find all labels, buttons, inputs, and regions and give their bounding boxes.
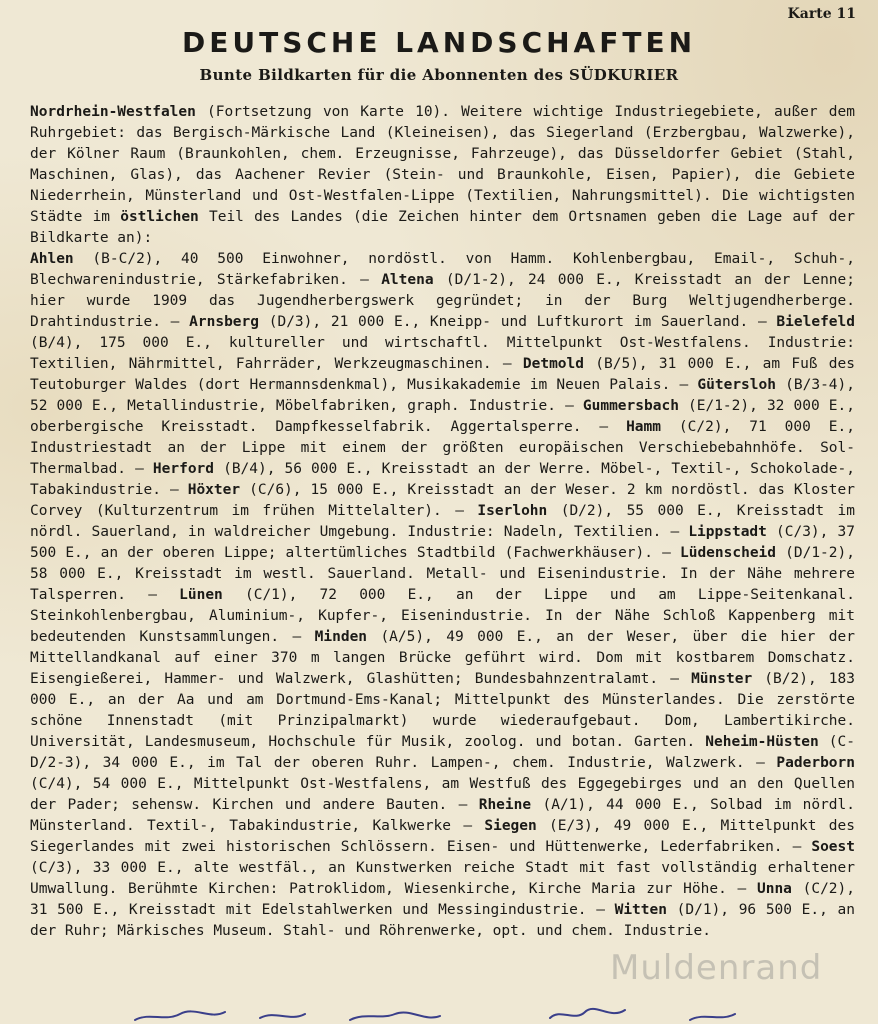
city-description: (C/4), 54 000 E., Mittelpunkt Ost-Westfalens, am Westfuß des Eggegebirges und an den Quellen der Pader; sehensw. Kirchen und andere Bauten. —	[30, 776, 855, 813]
watermark: Muldenrand	[610, 948, 823, 988]
body-text	[30, 102, 855, 942]
city-description: (E/1-2), 32 000 E., oberbergische Kreisstadt. Dampfkesselfabrik. Aggertalsperre. —	[30, 398, 855, 435]
city-description: (C/1), 72 000 E., an der Lippe und am Lippe-Seitenkanal. Steinkohlenbergbau, Aluminium-, Kupfer-, Eisenindustrie. In der Nähe Schloß Kappenberg mit bedeutenden Kunstsammlungen. —	[30, 587, 855, 645]
city-description: (B/5), 31 000 E., am Fuß des Teutoburger Waldes (dort Hermannsdenkmal), Musikakademie im Neuen Palais. —	[30, 356, 855, 393]
city-description: (A/1), 44 000 E., Solbad im nördl. Münsterland. Textil-, Tabakindustrie, Kalkwerke —	[30, 797, 855, 834]
city-name: Münster	[691, 671, 753, 687]
city-name: Bielefeld	[776, 314, 855, 330]
city-entries	[30, 251, 855, 939]
city-description: (E/3), 49 000 E., Mittelpunkt des Siegerlandes mit zwei historischen Schlössern. Eisen- und Hüttenwerke, Lederfabriken. —	[30, 818, 855, 855]
city-description: (A/5), 49 000 E., an der Weser, über die hier der Mittellandkanal auf einer 370 m langen Brücke geführt wird. Dom mit kostbarem Domschatz. Eisengießerei, Hammer- und Walzwerk, Glashütten; Bundesbahnzentralamt. —	[30, 629, 855, 687]
region-name: Nordrhein-Westfalen	[30, 104, 196, 120]
city-name: Minden	[314, 629, 368, 645]
city-description: (B/4), 175 000 E., kultureller und wirtschaftl. Mittelpunkt Ost-Westfalens. Industrie: Textilien, Nährmittel, Fahrräder, Werkzeugmaschinen. —	[30, 335, 855, 372]
city-description: (B-C/2), 40 500 Einwohner, nordöstl. von Hamm. Kohlenbergbau, Email-, Schuh-, Blechwarenindustrie, Stärkefabriken. —	[30, 251, 855, 288]
city-name: Neheim-Hüsten	[705, 734, 819, 750]
city-name: Ahlen	[30, 251, 74, 267]
city-name: Lüdenscheid	[679, 545, 777, 561]
handwriting-scribble	[130, 1002, 790, 1024]
city-description: (C/6), 15 000 E., Kreisstadt an der Weser. 2 km nordöstl. das Kloster Corvey (Kulturzentrum im frühen Mittelalter). —	[30, 482, 855, 519]
city-description: (C-D/2-3), 34 000 E., im Tal der oberen Ruhr. Lampen-, chem. Industrie, Walzwerk. —	[30, 734, 855, 771]
city-description: (B/2), 183 000 E., an der Aa und am Dortmund-Ems-Kanal; Mittelpunkt des Münsterlandes. Die zerstörte schöne Innenstadt (mit Prinzipalmarkt) wurde wiederaufgebaut. Dom, Lambertikirche. Universität, Landesmuseum, Hochschule für Musik, zoolog. und botan. Garten.	[30, 671, 855, 750]
city-name: Hamm	[626, 419, 661, 435]
city-description: (D/2), 55 000 E., Kreisstadt im nördl. Sauerland, in waldreicher Umgebung. Industrie: Nadeln, Textilien. —	[30, 503, 855, 540]
city-description: (C/3), 37 500 E., an der oberen Lippe; altertümliches Stadtbild (Fachwerkhäuser). —	[30, 524, 855, 561]
city-name: Höxter	[187, 482, 241, 498]
city-name: Lippstadt	[688, 524, 767, 540]
city-description: (D/1-2), 24 000 E., Kreisstadt an der Lenne; hier wurde 1909 das Jugendherbergswerk gegründet; in der Burg Weltjugendherberge. Drahtindustrie. —	[30, 272, 855, 330]
city-description: (C/3), 33 000 E., alte westfäl., an Kunstwerken reiche Stadt mit fast vollständig erhaltener Umwallung. Berühmte Kirchen: Patroklidom, Wiesenkirche, Kirche Maria zur Höhe. —	[30, 860, 855, 897]
city-name: Gummersbach	[582, 398, 679, 414]
city-name: Lünen	[179, 587, 223, 603]
city-description: (D/1-2), 58 000 E., Kreisstadt im westl. Sauerland. Metall- und Eisenindustrie. In der Nähe mehrere Talsperren. —	[30, 545, 855, 603]
city-name: Paderborn	[776, 755, 855, 771]
city-name: Altena	[381, 272, 434, 288]
intro-text-2: Teil des Landes (die Zeichen hinter dem Ortsnamen geben die Lage auf der Bildkarte an):	[30, 209, 855, 246]
card-number: Karte 11	[787, 6, 856, 22]
city-description: (D/1), 96 500 E., an der Ruhr; Märkisches Museum. Stahl- und Röhrenwerke, opt. und chem. Industrie.	[30, 902, 855, 939]
city-name: Detmold	[522, 356, 584, 372]
city-description: (C/2), 71 000 E., Industriestadt an der Lippe mit einem der größten europäischen Verschiebebahnhöfe. Sol-Thermalbad. —	[30, 419, 855, 477]
city-name: Siegen	[484, 818, 537, 834]
city-description: (C/2), 31 500 E., Kreisstadt mit Edelstahlwerken und Messingindustrie. —	[30, 881, 856, 918]
city-description: (B/4), 56 000 E., Kreisstadt an der Werre. Möbel-, Textil-, Schokolade-, Tabakindustrie. —	[30, 461, 856, 498]
page-subtitle: Bunte Bildkarten für die Abonnenten des SÜDKURIER	[199, 66, 679, 84]
city-name: Gütersloh	[697, 377, 776, 393]
intro-emphasis: östlichen	[120, 209, 199, 225]
city-description: (B/3-4), 52 000 E., Metallindustrie, Möbelfabriken, graph. Industrie. —	[30, 377, 855, 414]
page-title: DEUTSCHE LANDSCHAFTEN	[181, 26, 697, 59]
city-name: Herford	[152, 461, 215, 477]
intro-text-1: (Fortsetzung von Karte 10). Weitere wichtige Industriegebiete, außer dem Ruhrgebiet: das Bergisch-Märkische Land (Kleineisen), das Siegerland (Erzbergbau, Walzwerke), der Kölner Raum (Braunkohlen, chem. Erzeugnisse, Fahrzeuge), das Düsseldorfer Gebiet (Stahl, Maschinen, Glas), das Aachener Revier (Stein- und Braunkohle, Eisen, Papier), die Gebiete Niederrhein, Münsterland und Ost-Westfalen-Lippe (Textilien, Nahrungsmittel). Die wichtigsten Städte im	[30, 104, 855, 225]
city-name: Witten	[614, 902, 667, 918]
city-name: Rheine	[478, 797, 532, 813]
city-description: (D/3), 21 000 E., Kneipp- und Luftkurort im Sauerland. —	[259, 314, 777, 330]
city-name: Iserlohn	[477, 503, 548, 519]
city-name: Soest	[811, 839, 855, 855]
city-name: Unna	[756, 881, 792, 897]
city-name: Arnsberg	[189, 314, 259, 330]
